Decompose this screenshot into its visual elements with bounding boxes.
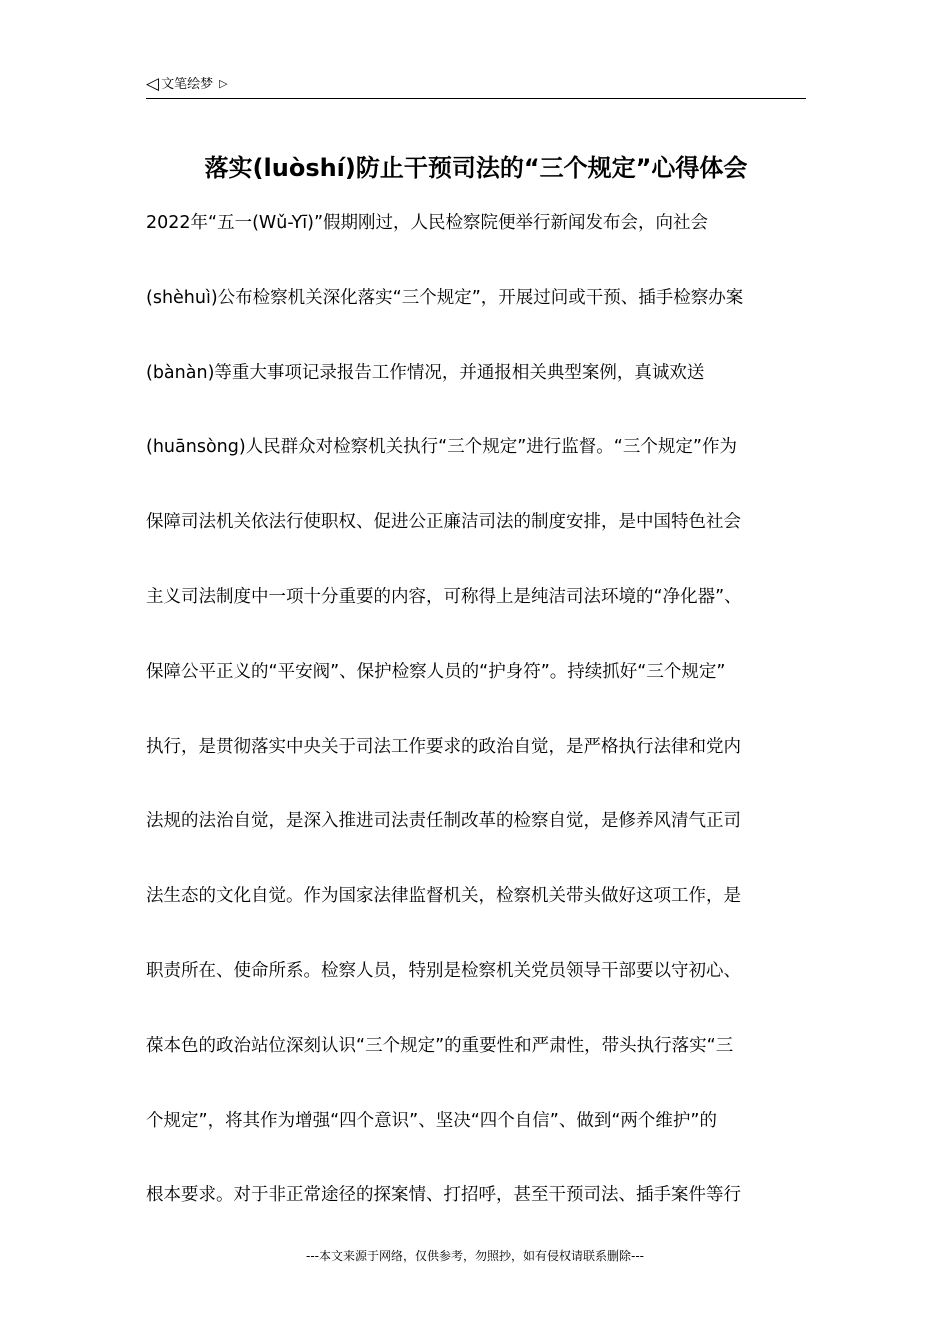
page-header [146, 72, 806, 99]
body-line: (shèhuì)公布检察机关深化落实“三个规定”，开展过问或干预、插手检察办案 [146, 287, 744, 308]
body-line: 保障公平正义的“平安阀”、保护检察人员的“护身符”。持续抓好“三个规定” [146, 661, 726, 682]
body-line: 法生态的文化自觉。作为国家法律监督机关，检察机关带头做好这项工作，是 [146, 886, 741, 907]
body-line: 根本要求。对于非正常途径的探案情、打招呼，甚至干预司法、插手案件等行 [146, 1185, 741, 1206]
body-line: 个规定”，将其作为增强“四个意识”、坚决“四个自信”、做到“两个维护”的 [146, 1110, 717, 1131]
header-label: 文笔绘梦 [161, 77, 214, 92]
body-line: 保障司法机关依法行使职权、促进公正廉洁司法的制度安排，是中国特色社会 [146, 512, 741, 533]
left-triangle-icon: ◁ [146, 74, 160, 94]
body-line: (bànàn)等重大事项记录报告工作情况，并通报相关典型案例，真诚欢送 [146, 362, 705, 383]
right-triangle-icon: ▷ [219, 77, 228, 90]
body-line: (huānsòng)人民群众对检察机关执行“三个规定”进行监督。“三个规定”作为 [146, 437, 737, 458]
body-line: 职责所在、使命所系。检察人员，特别是检察机关党员领导干部要以守初心、 [146, 960, 741, 981]
body-line: 2022年“五一(Wǔ-Yī)”假期刚过，人民检察院便举行新闻发布会，向社会 [146, 213, 709, 233]
page-footer-disclaimer: ---本文来源于网络，仅供参考，勿照抄，如有侵权请联系删除--- [306, 1249, 644, 1263]
body-line: 主义司法制度中一项十分重要的内容，可称得上是纯洁司法环境的“净化器”、 [146, 586, 742, 607]
document-body [146, 204, 810, 1251]
body-line: 执行，是贯彻落实中央关于司法工作要求的政治自觉，是严格执行法律和党内 [146, 736, 741, 757]
body-line: 法规的法治自觉，是深入推进司法责任制改革的检察自觉，是修养风清气正司 [146, 811, 741, 832]
body-line: 葆本色的政治站位深刻认识“三个规定”的重要性和严肃性，带头执行落实“三 [146, 1035, 734, 1056]
header-brand [146, 74, 228, 95]
document-title: 落实(luòshí)防止干预司法的“三个规定”心得体会 [204, 154, 748, 182]
